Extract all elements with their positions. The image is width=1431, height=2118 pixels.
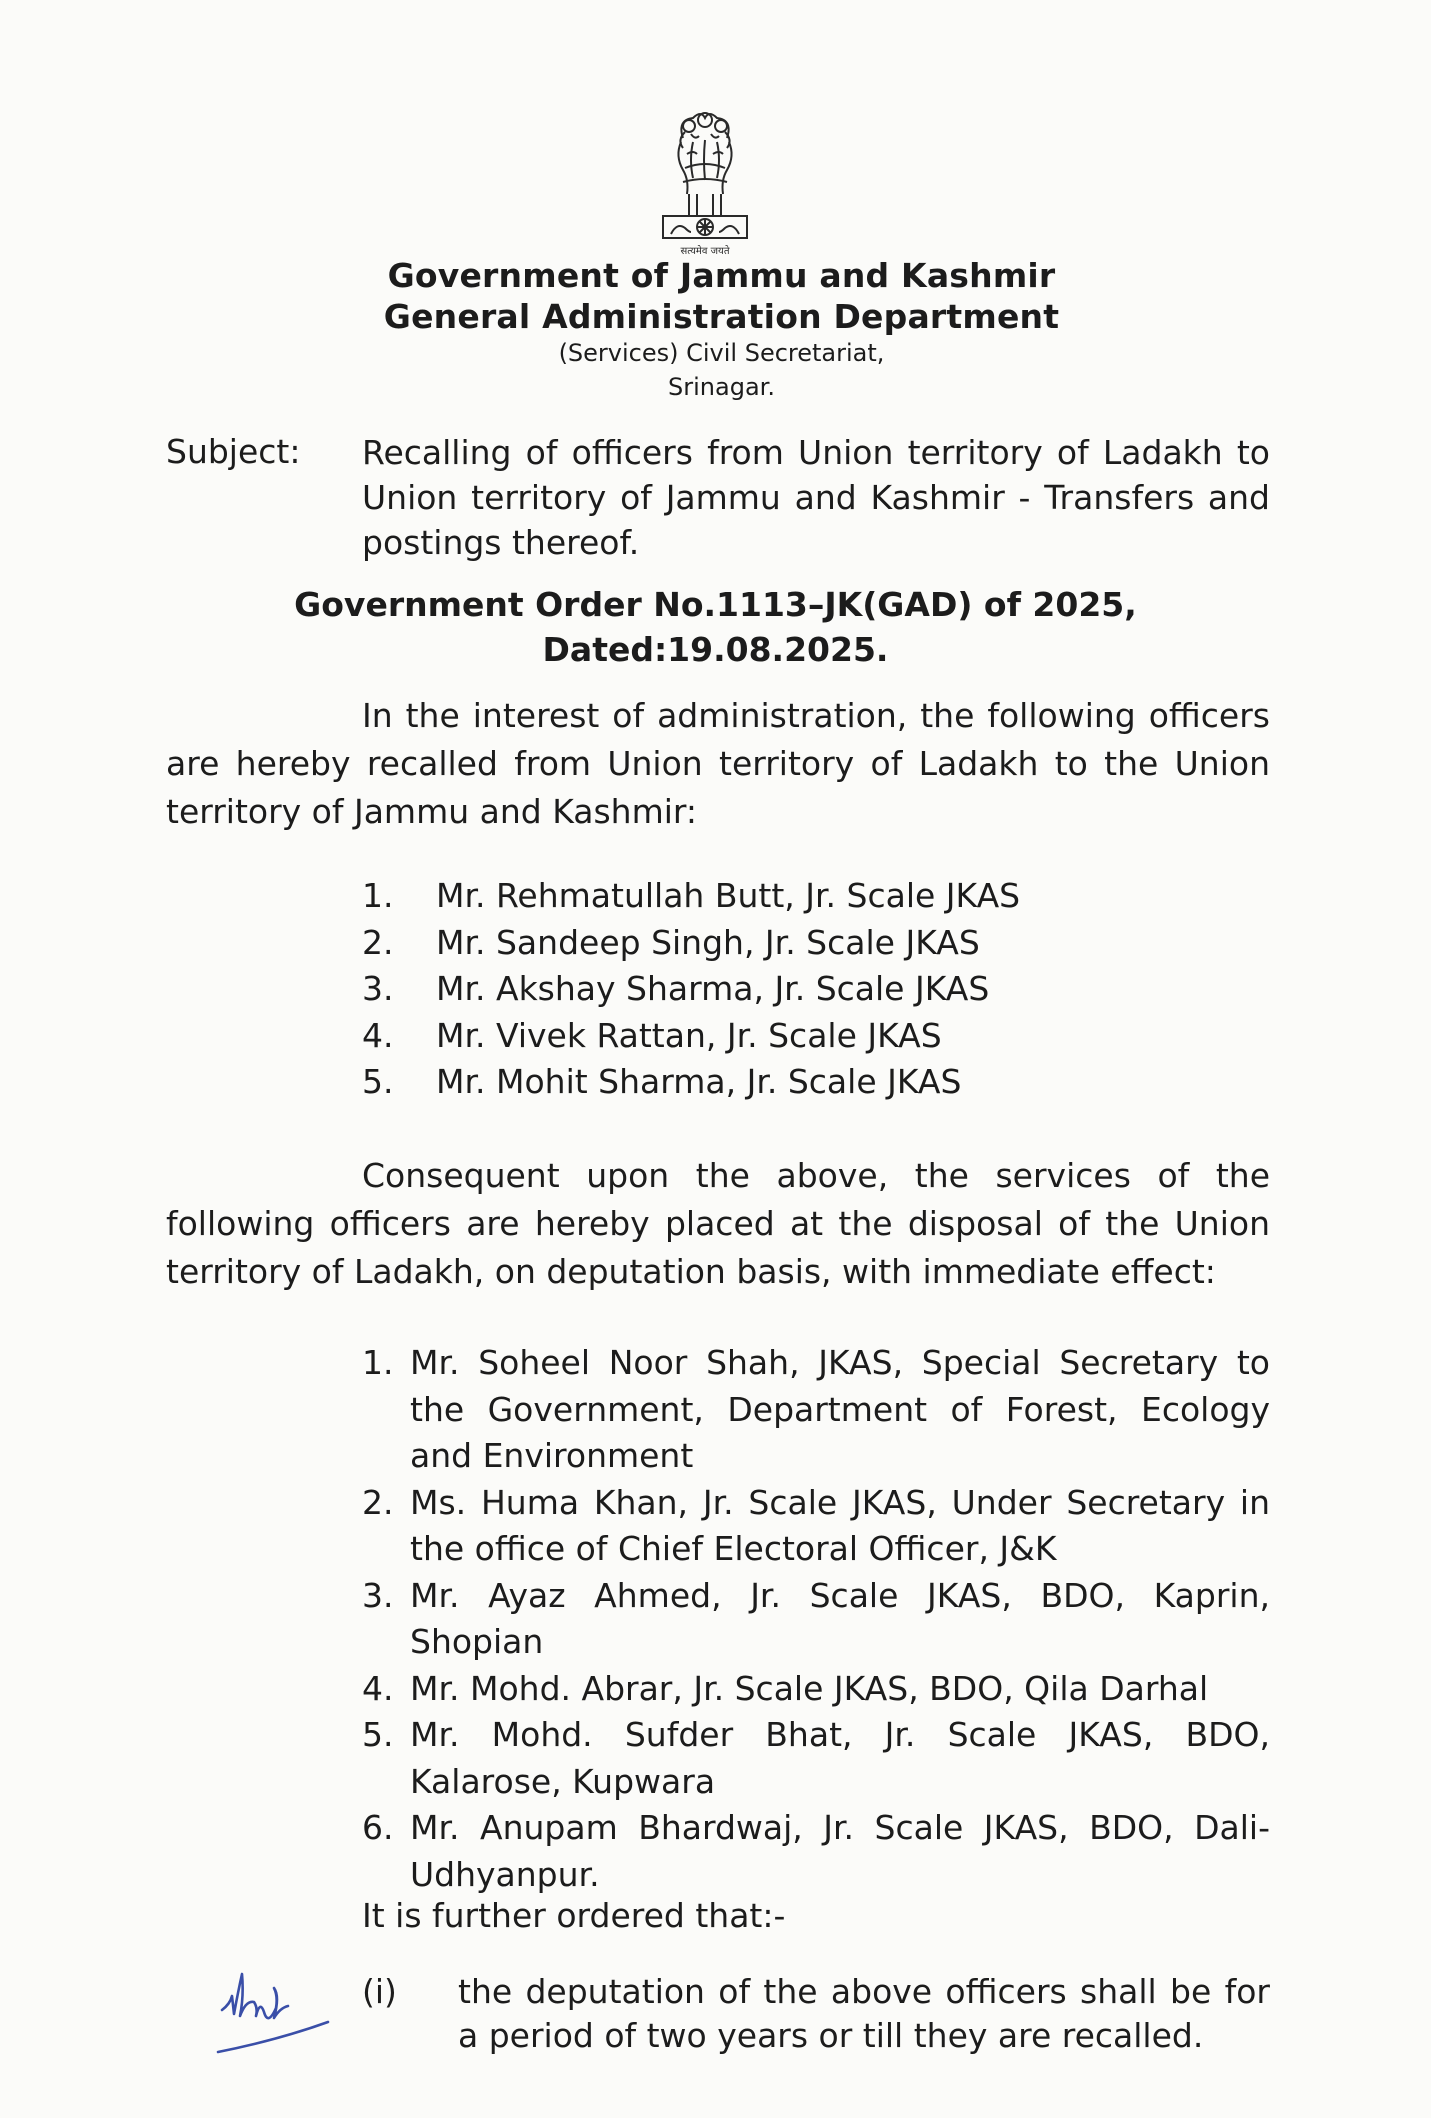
list-item-text: Ms. Huma Khan, Jr. Scale JKAS, Under Secretary in the office of Chief Electoral Officer, J&K	[410, 1482, 1270, 1568]
recall-paragraph: In the interest of administration, the following officers are hereby recalled from Union territory of Ladakh to the Union territory of Jammu and Kashmir:	[166, 696, 1270, 831]
list-item-number: 3.	[362, 969, 394, 1008]
list-item-text: Mr. Vivek Rattan, Jr. Scale JKAS	[436, 1015, 942, 1055]
recalled-officers-list	[362, 876, 1020, 1109]
list-item	[362, 876, 1020, 923]
list-item	[362, 1805, 1270, 1898]
department-title: General Administration Department	[383, 297, 1060, 336]
list-item	[362, 1480, 1270, 1573]
list-item-text: Mr. Rehmatullah Butt, Jr. Scale JKAS	[436, 876, 1021, 915]
list-item-text: Mr. Mohd. Sufder Bhat, Jr. Scale JKAS, BDO, Kalarose, Kupwara	[410, 1715, 1270, 1801]
national-emblem-icon	[645, 108, 765, 258]
clause-text: the deputation of the above officers shall be for a period of two years or till they are recalled.	[458, 1972, 1270, 2055]
list-item-number: 4.	[362, 1015, 394, 1055]
office-city: Srinagar.	[668, 373, 775, 401]
handwritten-initials-signature	[212, 1940, 362, 2070]
list-item-text: Mr. Mohit Sharma, Jr. Scale JKAS	[436, 1062, 962, 1101]
list-item	[362, 1340, 1270, 1480]
list-item-number: 1.	[362, 876, 394, 915]
list-item	[362, 1666, 1270, 1713]
deputed-officers-list	[362, 1340, 1270, 1898]
list-item	[362, 923, 1020, 970]
list-item-text: Mr. Anupam Bhardwaj, Jr. Scale JKAS, BDO, Dali-Udhyanpur.	[410, 1808, 1270, 1894]
list-item-number: 3.	[362, 1575, 394, 1615]
order-number: Government Order No.1113–JK(GAD) of 2025,	[294, 585, 1137, 624]
list-item-text: Mr. Akshay Sharma, Jr. Scale JKAS	[436, 969, 990, 1008]
office-name: (Services) Civil Secretariat,	[558, 339, 885, 367]
government-title: Government of Jammu and Kashmir	[387, 256, 1056, 295]
list-item-number: 5.	[362, 1062, 394, 1101]
emblem-motto: सत्यमेव जयते	[680, 246, 730, 257]
list-item	[362, 969, 1020, 1016]
list-item-text: Mr. Soheel Noor Shah, JKAS, Special Secretary to the Government, Department of Forest, Ecology and Environment	[410, 1343, 1270, 1475]
order-clause	[362, 1970, 1270, 2058]
list-item	[362, 1712, 1270, 1805]
list-item-number: 5.	[362, 1715, 394, 1754]
list-item	[362, 1573, 1270, 1666]
list-item-number: 2.	[362, 922, 394, 962]
list-item-number: 6.	[362, 1808, 394, 1847]
deputation-paragraph: Consequent upon the above, the services of the following officers are hereby placed at the disposal of the Union territory of Ladakh, on deputation basis, with immediate effect:	[166, 1156, 1270, 1291]
list-item	[362, 1062, 1020, 1109]
list-item-text: Mr. Mohd. Abrar, Jr. Scale JKAS, BDO, Qila Darhal	[410, 1668, 1209, 1708]
clause-number: (i)	[362, 1972, 397, 2011]
list-item-number: 2.	[362, 1482, 394, 1522]
subject-text: Recalling of officers from Union territory of Ladakh to Union territory of Jammu and Kashmir - Transfers and postings thereof.	[362, 433, 1270, 562]
further-ordered-heading: It is further ordered that:-	[362, 1896, 786, 1935]
order-date: Dated:19.08.2025.	[542, 630, 889, 669]
list-item-number: 1.	[362, 1343, 394, 1382]
list-item-number: 4.	[362, 1668, 394, 1708]
list-item-text: Mr. Sandeep Singh, Jr. Scale JKAS	[436, 922, 980, 962]
subject-label: Subject:	[166, 432, 301, 471]
list-item	[362, 1016, 1020, 1063]
list-item-text: Mr. Ayaz Ahmed, Jr. Scale JKAS, BDO, Kaprin, Shopian	[410, 1575, 1270, 1661]
